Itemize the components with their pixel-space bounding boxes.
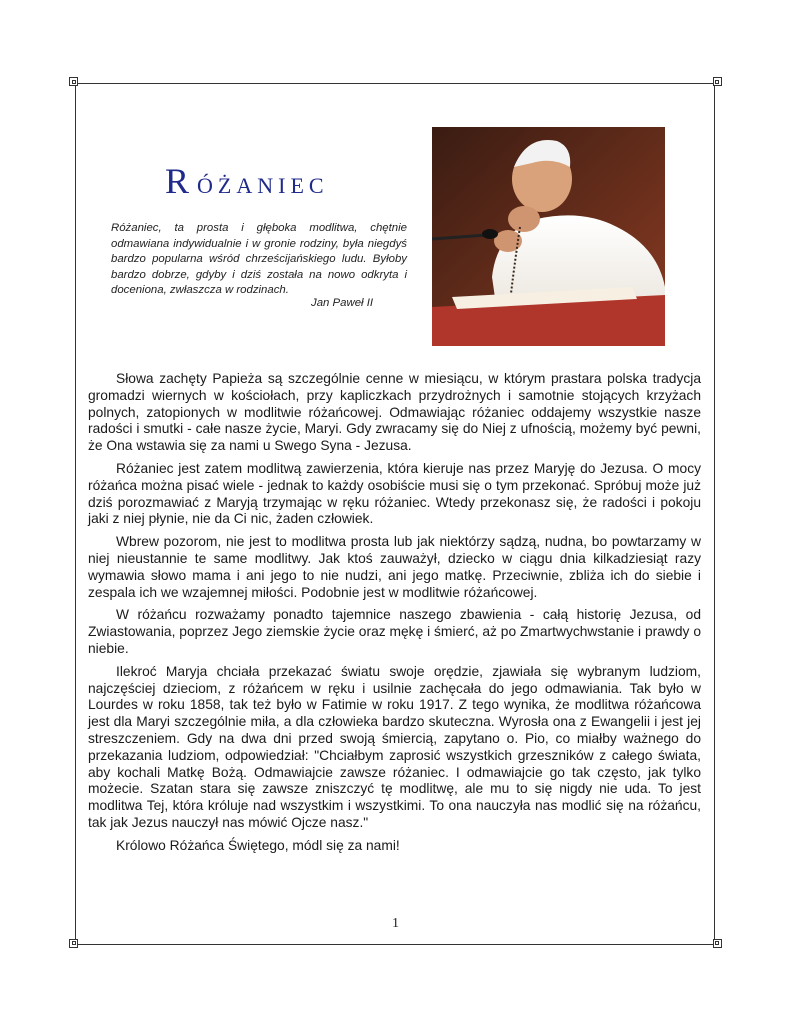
- article-paragraph: W różańcu rozważamy ponadto tajemnice naszego zbawienia - całą historię Jezusa, od Zwiastowania, poprzez Jego ziemskie życie oraz mękę i śmierć, aż po Zmartwychwstanie i prawdy o niebie.: [88, 607, 701, 656]
- frame-corner-ornament: [69, 77, 81, 89]
- closing-prayer: Królowo Różańca Świętego, módl się za nami!: [116, 837, 400, 853]
- frame-corner-ornament: [708, 934, 720, 946]
- article-paragraph: Wbrew pozorom, nie jest to modlitwa prosta lub jak niektórzy sądzą, nudna, bo powtarzamy w niej nieustannie te same modlitwy. Jak ktoś zauważył, dziecko w ciągu dnia kilkadziesiąt razy wymawia słowo mama i ani jego to nie nudzi, ani jego matkę. Przeciwnie, zbliża ich do siebie i zespala ich we wzajemnej miłości. Podobnie jest w modlitwie różańcowej.: [88, 534, 701, 600]
- pope-praying-with-rosary-photo: [432, 127, 665, 346]
- title-initial: R: [165, 161, 194, 201]
- quote-author: Jan Paweł II: [311, 297, 374, 309]
- main-article: [88, 371, 701, 861]
- frame-corner-ornament: [708, 77, 720, 89]
- frame-corner-ornament: [69, 934, 81, 946]
- article-paragraph: Słowa zachęty Papieża są szczególnie cenne w miesiącu, w którym prastara polska tradycja gromadzi wiernych w kościołach, przy kapliczkach przydrożnych i samotnie stojących krzyżach polnych, zatopionych w modlitwie różańcowej. Odmawiając różaniec oddajemy wszystkie nasze radości i smutki - całe nasze życie, Maryi. Gdy zwracamy się do Niej z ufnością, możemy być pewni, że Ona wstawia się za nami u Swego Syna - Jezusa.: [88, 371, 701, 454]
- page-number: 1: [392, 916, 399, 931]
- article-paragraph: Ilekroć Maryja chciała przekazać światu swoje orędzie, zjawiała się wybranym ludziom, najczęściej dzieciom, z różańcem w ręku i usilnie zachęcała do jego odmawiania. Tak było w Lourdes w roku 1858, tak też było w Fatimie w roku 1917. Z tego wynika, że modlitwa różańcowa jest dla Maryi szczególnie miła, a dla człowieka bardzo skuteczna. Wyrosła ona z Ewangelii i jest jej streszczeniem. Gdy na dwa dni przed swoją śmiercią, zapytano o. Pio, co miałby ważnego do przekazania ludziom, odpowiedział: "Chciałbym zaprosić wszystkich grzeszników z całego świata, aby kochali Matkę Bożą. Odmawiajcie zawsze różaniec. I odmawiajcie go tak często, jak tylko możecie. Szatan stara się zawsze zniszczyć tę modlitwę, ale mu to się nigdy nie uda. To jest modlitwa Tej, która króluje nad wszystkim i wszystkimi. To ona nauczyła nas modlić się na różańcu, tak jak Jezus nauczył nas mówić Ojcze nasz.": [88, 663, 701, 830]
- article-paragraph: Różaniec jest zatem modlitwą zawierzenia, która kieruje nas przez Maryję do Jezusa. O mocy różańca można pisać wiele - jednak to każdy osobiście musi się o tym przekonać. Spróbuj może już dziś porozmawiać z Maryją trzymając w ręku różaniec. Wtedy przekonasz się, że radości i pokoju jaki z niej płynie, nie da Ci nic, żaden człowiek.: [88, 460, 701, 527]
- title-rest: ÓŻANIEC: [197, 173, 329, 198]
- pope-quote: Różaniec, ta prosta i głęboka modlitwa, chętnie odmawiana indywidualnie i w gronie rodziny, była niegdyś bardzo popularna wśród chrześcijańskiego ludu. Byłoby bardzo dobrze, gdyby i dziś została na nowo odkryta i doceniona, zwłaszcza w rodzinach.: [111, 222, 407, 297]
- page-title: [165, 160, 329, 202]
